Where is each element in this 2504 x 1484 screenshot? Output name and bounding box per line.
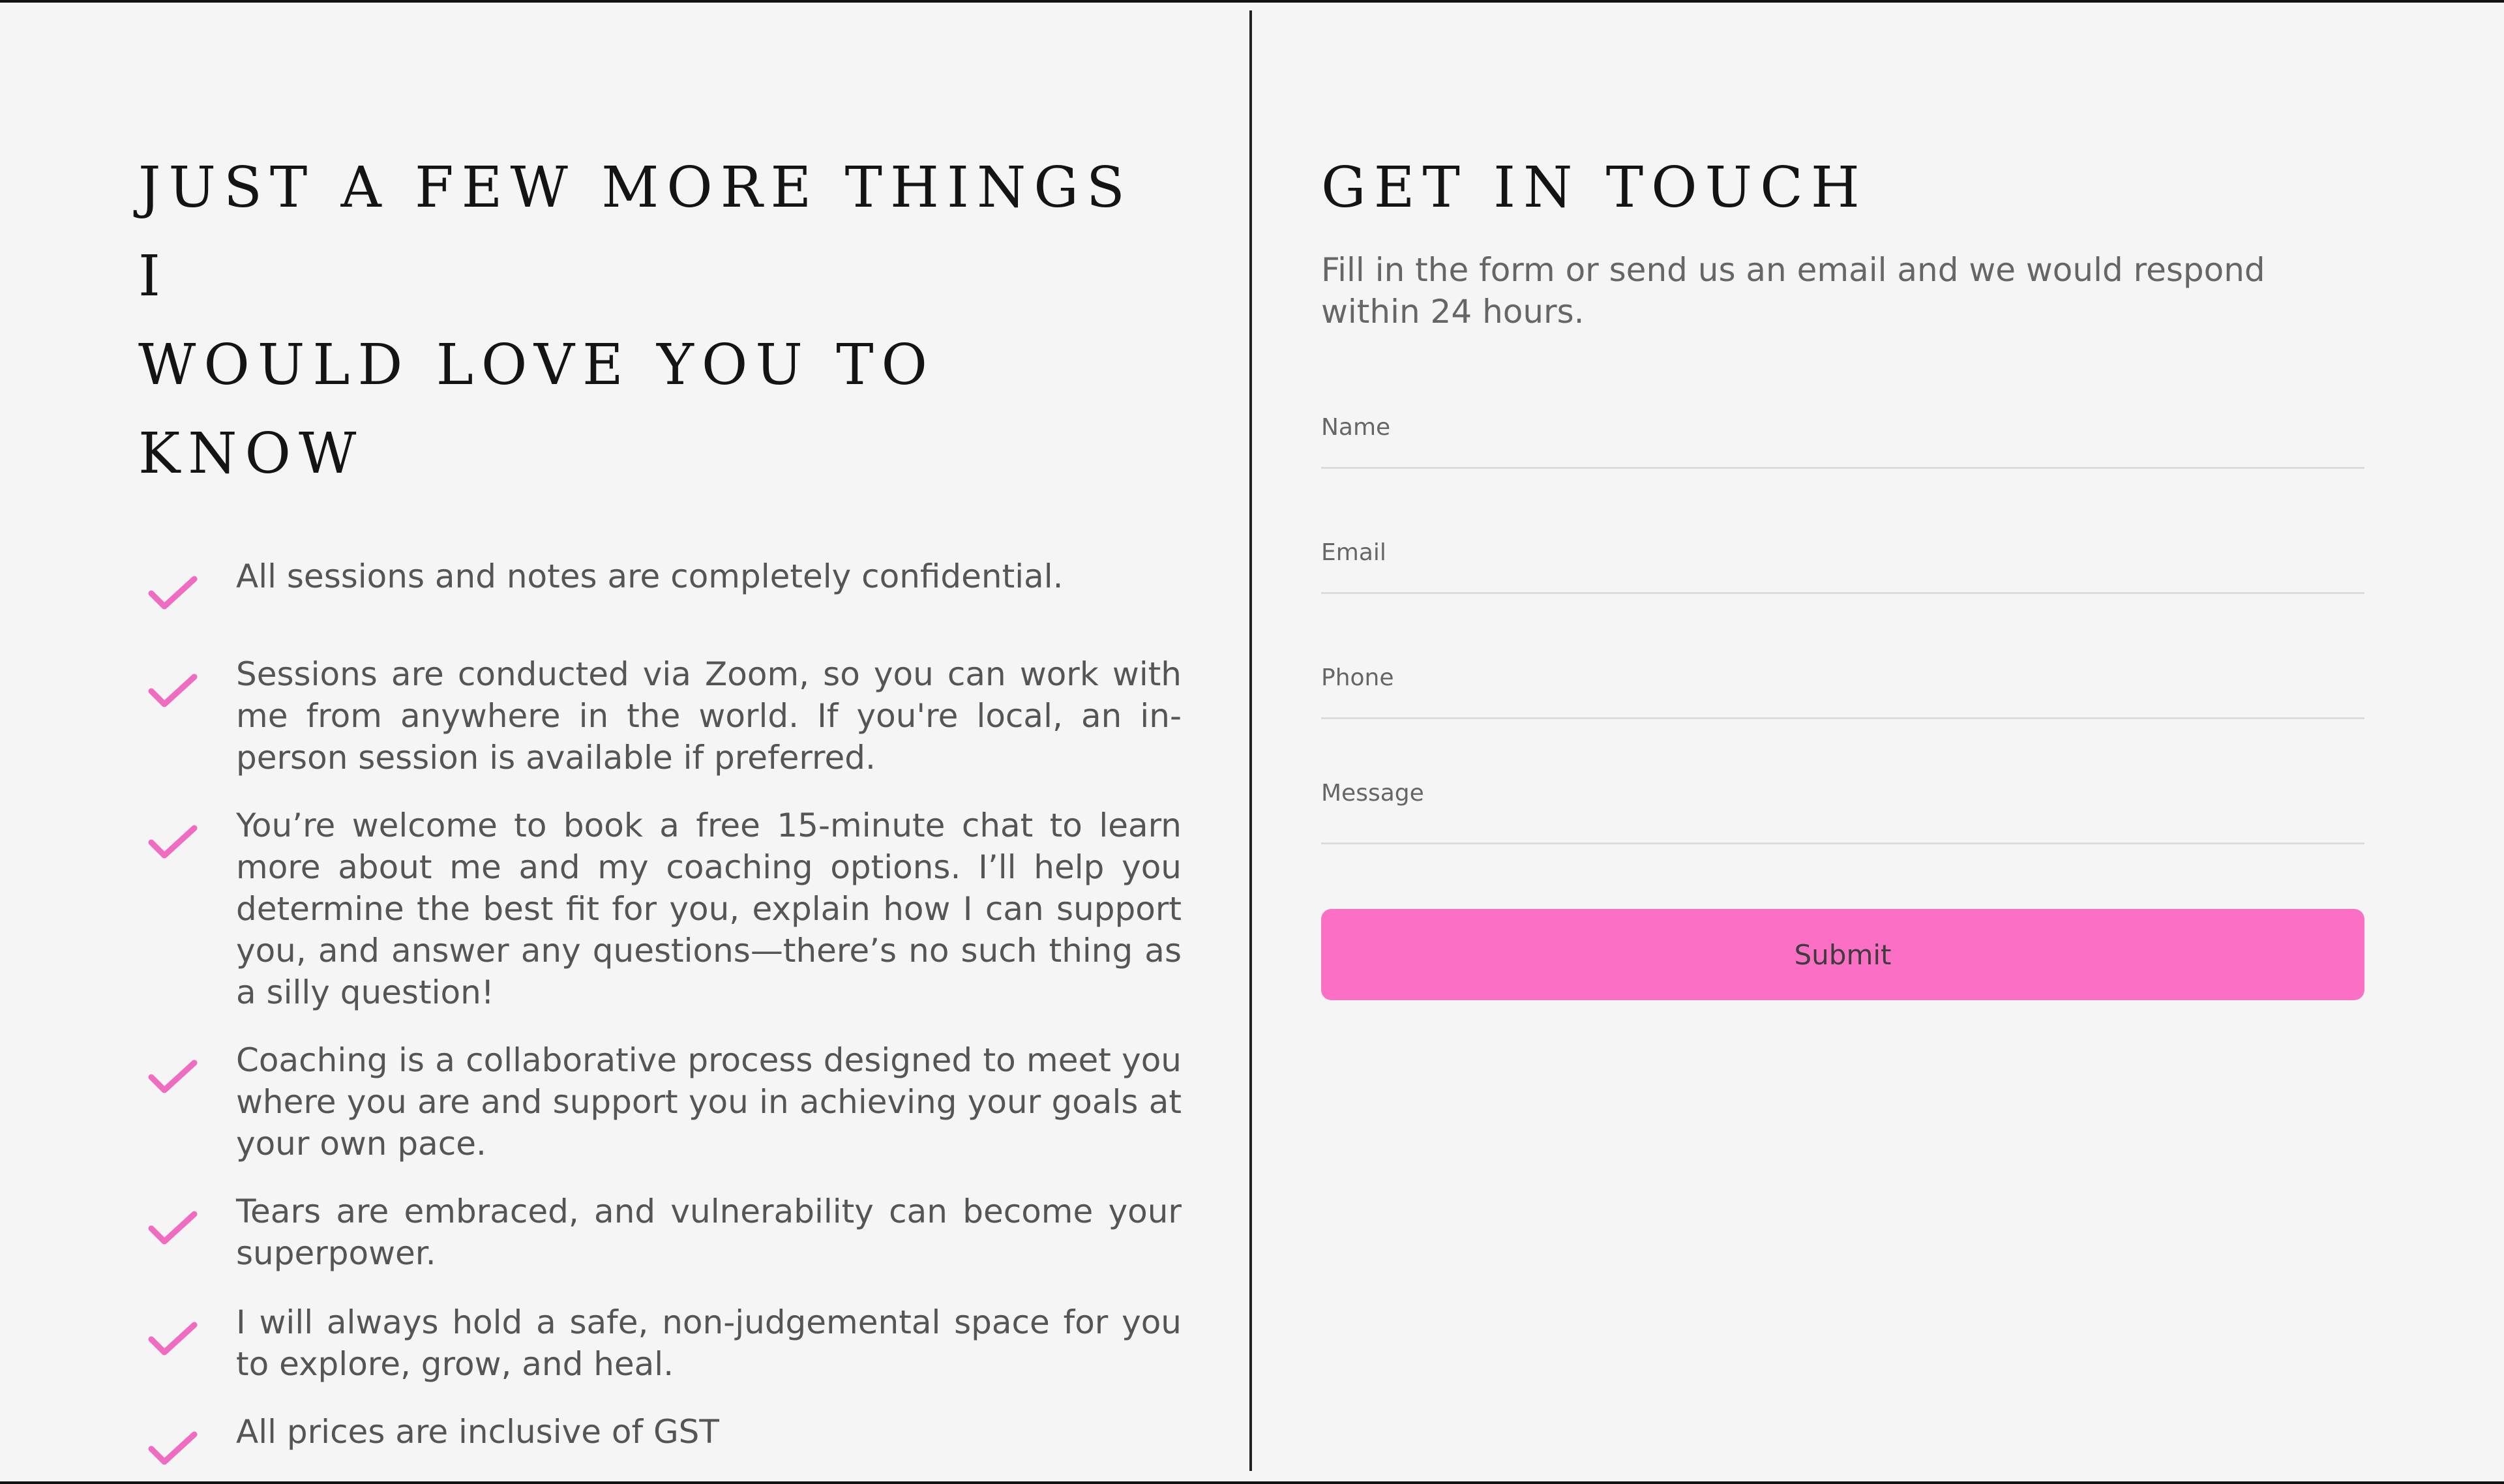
name-field-wrapper <box>1321 404 2364 469</box>
checklist-item-text: I will always hold a safe, non-judgemental space for you to explore, grow, and heal. <box>236 1303 1182 1383</box>
column-divider <box>1249 10 1252 1471</box>
checkmark-icon <box>147 823 200 862</box>
page-bottom-border <box>0 1481 2504 1484</box>
page-top-border <box>0 0 2504 3</box>
checkmark-icon <box>147 1429 200 1468</box>
checkmark-icon <box>147 1209 200 1248</box>
info-heading <box>138 143 1155 498</box>
submit-button[interactable]: Submit <box>1321 909 2364 1000</box>
checklist-item-text: Tears are embraced, and vulnerability can become your superpower. <box>236 1193 1182 1272</box>
contact-section <box>1321 143 2364 971</box>
contact-heading: GET IN TOUCH <box>1321 155 1868 220</box>
phone-field[interactable] <box>1321 655 2364 700</box>
checklist-item-text: All prices are inclusive of GST <box>236 1413 719 1451</box>
contact-intro: Fill in the form or send us an email and we would respond within 24 hours. <box>1321 251 2265 331</box>
checklist-item-text: Sessions are conducted via Zoom, so you can work with me from anywhere in the world. If you're local, an in-person session is available if preferred. <box>236 655 1182 777</box>
message-field[interactable] <box>1321 780 2364 825</box>
name-field[interactable] <box>1321 404 2364 450</box>
info-heading-line1: JUST A FEW MORE THINGS I <box>138 155 1133 309</box>
checkmark-icon <box>147 1320 200 1359</box>
checklist-item-text: All sessions and notes are completely confidential. <box>236 557 1064 595</box>
info-section <box>138 143 1182 1451</box>
checkmark-icon <box>147 574 200 613</box>
info-heading-line2: WOULD LOVE YOU TO KNOW <box>138 333 936 486</box>
checklist-item-text: You’re welcome to book a free 15-minute chat to learn more about me and my coaching options. I’ll help you determine the best fit for you, explain how I can support you, and answer any questions—there’s no such thing as a silly question! <box>236 807 1182 1011</box>
checklist-item-text: Coaching is a collaborative process designed to meet you where you are and support you in achieving your goals at your own pace. <box>236 1041 1182 1163</box>
email-field-wrapper <box>1321 529 2364 594</box>
phone-field-wrapper <box>1321 655 2364 719</box>
checkmark-icon <box>147 1058 200 1097</box>
checkmark-icon <box>147 672 200 711</box>
message-field-wrapper <box>1321 780 2364 844</box>
email-field[interactable] <box>1321 529 2364 575</box>
